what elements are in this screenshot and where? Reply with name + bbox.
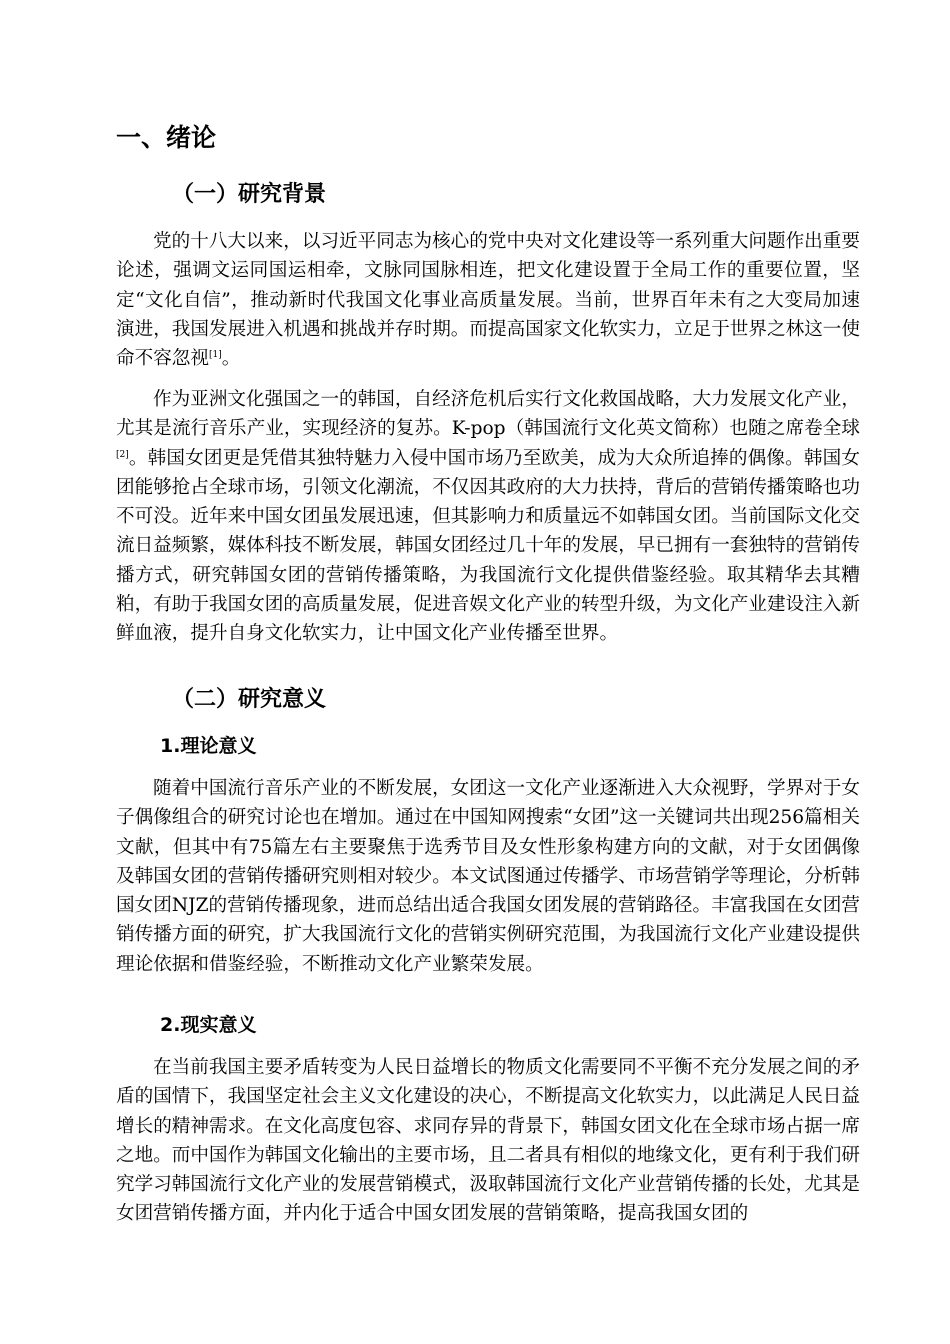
paragraph-text-continued: 。韩国女团更是凭借其独特魅力入侵中国市场乃至欧美，成为大众所追捧的偶像。韩国女团能够抢占全球市场，引领文化潮流，不仅因其政府的大力扶持，背后的营销传播策略也功不可没。近年来中国女团虽发展迅速，但其影响力和质量远不如韩国女团。当前国际文化交流日益频繁，媒体科技不断发展，韩国女团经过几十年的发展，早已拥有一套独特的营销传播方式，研究韩国女团的营销传播策略，为我国流行文化提供借鉴经验。取其精华去其糟粕，有助于我国女团的高质量发展，促进音娱文化产业的转型升级，为文化产业建设注入新鲜血液，提升自身文化软实力，让中国文化产业传播至世界。 — [116, 447, 860, 645]
paragraph-background-1 — [116, 227, 860, 373]
section-title-significance: （二）研究意义 — [172, 687, 327, 712]
paragraph-background-2 — [116, 385, 860, 649]
paragraph-text-end: 。 — [221, 348, 241, 370]
paragraph-practical: 在当前我国主要矛盾转变为人民日益增长的物质文化需要同不平衡不充分发展之间的矛盾的国情下，我国坚定社会主义文化建设的决心，不断提高文化软实力，以此满足人民日益增长的精神需求。在文化高度包容、求同存异的背景下，韩国女团文化在全球市场占据一席之地。而中国作为韩国文化输出的主要市场，且二者具有相似的地缘文化，更有利于我们研究学习韩国流行文化产业的发展营销模式，汲取韩国流行文化产业营销传播的长处，尤其是女团营销传播方面，并内化于适合中国女团发展的营销策略，提高我国女团的 — [116, 1057, 860, 1225]
citation-ref-1[interactable]: [1] — [208, 350, 222, 360]
citation-ref-2[interactable]: [2] — [116, 449, 129, 460]
subsection-title-theoretical: 1.理论意义 — [160, 735, 257, 757]
chapter-title: 一、绪论 — [116, 123, 217, 152]
paragraph-theoretical: 随着中国流行音乐产业的不断发展，女团这一文化产业逐渐进入大众视野，学界对于女子偶像组合的研究讨论也在增加。通过在中国知网搜索“女团”这一关键词共出现256篇相关文献，但其中有75篇左右主要聚焦于选秀节目及女性形象构建方向的文献，对于女团偶像及韩国女团的营销传播研究则相对较少。本文试图通过传播学、市场营销学等理论，分析韩国女团NJZ的营销传播现象，进而总结出适合我国女团发展的营销路径。丰富我国在女团营销传播方面的研究，扩大我国流行文化的营销实例研究范围，为我国流行文化产业建设提供理论依据和借鉴经验，不断推动文化产业繁荣发展。 — [116, 778, 860, 975]
paragraph-text: 党的十八大以来，以习近平同志为核心的党中央对文化建设等一系列重大问题作出重要论述，强调文运同国运相牵，文脉同国脉相连，把文化建设置于全局工作的重要位置，坚定“文化自信”，推动新时代我国文化事业高质量发展。当前，世界百年未有之大变局加速演进，我国发展进入机遇和挑战并存时期。而提高国家文化软实力，立足于世界之林这一使命不容忽视 — [116, 231, 860, 370]
subsection-title-practical: 2.现实意义 — [160, 1014, 257, 1036]
paragraph-text: 作为亚洲文化强国之一的韩国，自经济危机后实行文化救国战略，大力发展文化产业，尤其是流行音乐产业，实现经济的复苏。K-pop（韩国流行文化英文简称）也随之席卷全球 — [116, 389, 860, 440]
section-title-background: （一）研究背景 — [172, 182, 327, 207]
